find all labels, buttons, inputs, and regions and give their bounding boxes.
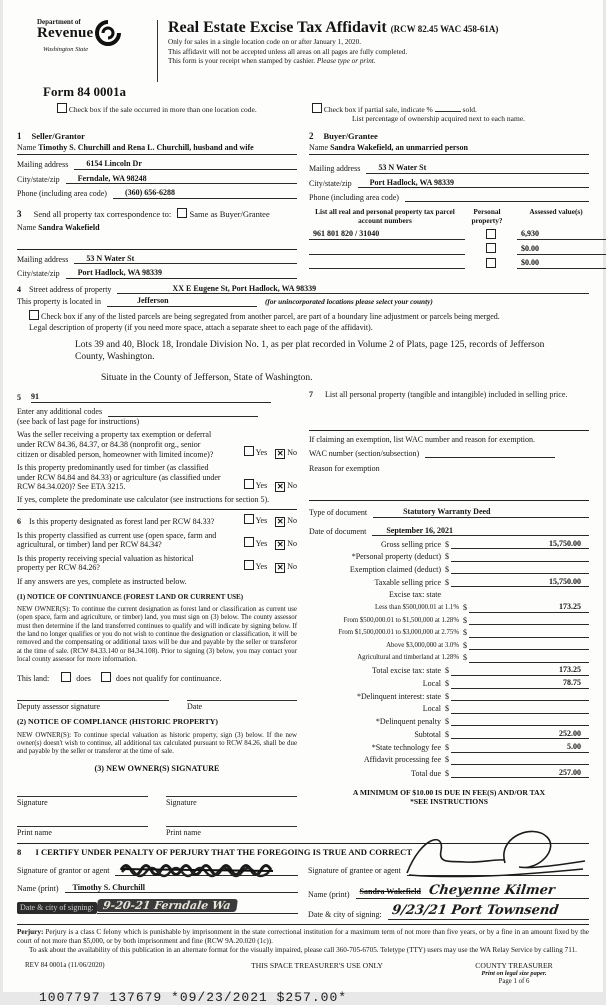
assessed-value-header: Assessed value(s) [529, 207, 583, 217]
notice2-text: NEW OWNER(S): To continue special valuation as historic property, sign (3) below. If the new owner(s) doesn't wish to continue, all additional tax calculated pursuant to RCW 84.26, shall be due and payable by the seller or transferor at the time of sale. [17, 731, 297, 756]
subtotal-row: Subtotal $ 252.00 [309, 729, 589, 740]
grantor-date-city-handwriting: 9-20-21 Ferndale Wa [96, 899, 237, 912]
same-as-buyer-checkbox[interactable] [177, 208, 187, 218]
personal-property-list-input[interactable] [309, 400, 589, 426]
taxable-selling-price-row: Taxable selling price $ 15,750.00 [309, 577, 589, 588]
question-current-use: Is this property classified as current use (open space, farm and agricultural, or timber) land per RCW 84.34? Yes ✕ No [17, 530, 297, 550]
rate5-input[interactable] [469, 653, 589, 663]
located-in-field[interactable]: This property is located in Jefferson (for unincorporated locations please select your county) [17, 296, 433, 307]
correspondence-mailing-field[interactable]: Mailing address 53 N Water St [17, 254, 297, 265]
this-land-row: This land: does does not qualify for continuance. [17, 674, 222, 684]
affidavit-page [3, 0, 603, 1005]
new-owner-signature-2[interactable]: Signature [166, 796, 297, 808]
date-of-document-field[interactable]: Date of document September 16, 2021 [309, 526, 589, 537]
revenue-logo [37, 18, 155, 82]
parcel-row [309, 229, 606, 241]
rev-number: REV 84 0001a (11/06/2020) [25, 960, 105, 969]
notice2-title: (2) NOTICE OF COMPLIANCE (HISTORIC PROPERTY) [17, 717, 218, 727]
delinquent-interest-input[interactable] [451, 691, 589, 701]
reason-exemption-label: Reason for exemption [309, 464, 380, 474]
historic-yes-checkbox[interactable] [244, 560, 254, 570]
seller-mailing-field[interactable]: Mailing address 6154 Lincoln Dr [17, 159, 297, 170]
rate2-input[interactable] [469, 615, 589, 625]
rate3-input[interactable] [469, 628, 589, 638]
timber-yes-checkbox[interactable] [244, 479, 254, 489]
buyer-name-value: Sandra Wakefield, an unmarried person [330, 143, 468, 153]
buyer-phone-field[interactable]: Phone (including area code) [309, 192, 589, 202]
local-row-1: Local $ 78.75 [309, 678, 589, 689]
grantee-name-printed: Sandra Wakefield [359, 886, 421, 896]
legal-description-label: Legal description of property (if you need more space, attach a separate sheet to each page of the affidavit). [29, 322, 373, 332]
form-number: Form 84 0001a [43, 84, 127, 99]
situate-line: Situate in the County of Jefferson, State of Washington. [101, 372, 313, 383]
grantee-print-name-field[interactable]: Name (print) Sandra Wakefield Cheyenne Kilmer [308, 883, 589, 900]
washington-state-label: Washington State [43, 46, 89, 53]
local-row-2: Local $ [309, 704, 589, 714]
location-code-field[interactable]: 5 91 [17, 392, 297, 403]
certify-heading: 8 I CERTIFY UNDER PENALTY OF PERJURY THAT THE FOREGOING IS TRUE AND CORRECT [17, 847, 413, 858]
new-owner-print-1[interactable]: Print name [17, 826, 148, 838]
exemption-claimed-row: Exemption claimed (deduct) $ [309, 564, 589, 574]
affidavit-processing-fee-row: Affidavit processing fee $ [309, 755, 589, 765]
see-back-note: (see back of last page for instructions) [17, 416, 140, 426]
seller-phone-field[interactable]: Phone (including area code) (360) 656-6288 [17, 188, 297, 199]
seller-city-field[interactable]: City/state/zip Ferndale, WA 98248 [17, 174, 297, 185]
does-qualify-checkbox[interactable] [61, 672, 71, 682]
rate4-input[interactable] [469, 640, 589, 650]
delinquent-penalty-row: *Delinquent penalty $ [309, 716, 589, 726]
delinquent-penalty-input[interactable] [451, 716, 589, 726]
reason-exemption-input[interactable] [309, 474, 589, 496]
assessed-value-input[interactable]: 6,930 [517, 229, 606, 240]
perjury-paragraph: Perjury: Perjury is a class C felony which is punishable by imprisonment in the state correctional institution for a maximum term of not more than five years, or by a fine in an amount fixed by the court of not more than $5,000, or by both imprisonment and fine (RCW 9A.20.020 (1c)). To ask about the availability of this publication in an alternate format for the visually impaired, please call 360-705-6705. Teletype (TTY) users may use the WA Relay Service by calling 711. [17, 924, 589, 955]
question-historic: Is this property receiving special valuation as historical property per RCW 84.26? Yes ✕ No [17, 553, 297, 573]
gross-selling-price-row: Gross selling price $ 15,750.00 [309, 539, 589, 550]
section1-heading: 1 Seller/Grantor [17, 130, 85, 141]
county-treasurer-label: COUNTY TREASURER Print on legal size paper. Page 1 of 6 [439, 961, 589, 986]
question-exemption: Was the seller receiving a property tax exemption or deferral under RCW 84.36, 84.37, or 84.38 (nonprofit org., senior citizen or disabled person, homeowner with limited income)? Yes ✕ No [17, 430, 297, 459]
grantor-date-city-field[interactable]: Date & city of signing: 9-20-21 Ferndale Wa [17, 899, 298, 913]
parcel-row [309, 258, 606, 270]
subtitle-3: This form is your receipt when stamped by cashier. Please type or print. [168, 57, 376, 66]
forest-yes-checkbox[interactable] [244, 514, 254, 524]
new-owner-print-2[interactable]: Print name [166, 826, 297, 838]
question-forest: 6 Is this property designated as forest land per RCW 84.33? Yes ✕ No [17, 515, 297, 527]
timber-no-checkbox[interactable]: ✕ [276, 482, 284, 492]
segregated-check [29, 310, 589, 322]
buyer-name-label: Name [309, 143, 329, 153]
taxable-selling-price-input[interactable]: 15,750.00 [451, 577, 589, 588]
processing-fee-input[interactable] [451, 755, 589, 765]
seller-name-value: Timothy S. Churchill and Rena L. Churchill, husband and wife [38, 143, 254, 153]
correspondence-city-field[interactable]: City/state/zip Port Hadlock, WA 98339 [17, 268, 297, 279]
technology-fee-input[interactable]: 5.00 [451, 742, 589, 753]
partial-sale-label: Check box if partial sale, indicate % [323, 104, 433, 114]
grantor-print-name-field[interactable]: Name (print) Timothy S. Churchill [17, 883, 298, 894]
section3-heading: 3 Send all property tax correspondence to: Same as Buyer/Grantee [17, 209, 270, 220]
grantee-date-city-field[interactable]: Date & city of signing: 9/23/21 Port Townsend [308, 903, 589, 920]
grantee-date-city-handwriting: 9/23/21 Port Townsend [390, 903, 560, 919]
notice1-text: NEW OWNER(S): To continue the current designation as forest land or classification as current use (open space, farm and agriculture, or timber) land, you must sign on (3) below. The county assessor must then determine if the land transferred continues to qualify and will indicate by signing below. If the land no longer qualifies or you do not wish to continue the designation or classification, it will be removed and the compensating or additional taxes will be due and payable by the seller or transferor at the time of sale. (RCW 84.33.140 or 84.34.108). Prior to signing (3) below, you may contact your local county assessor for more information. [17, 606, 297, 663]
subtotal-input[interactable]: 252.00 [451, 729, 589, 740]
state-technology-fee-row: *State technology fee $ 5.00 [309, 742, 589, 753]
buyer-city-field[interactable]: City/state/zip Port Hadlock, WA 98339 [309, 178, 589, 189]
same-as-buyer-label: Same as Buyer/Grantee [189, 209, 270, 220]
subtitle-2: This affidavit will not be accepted unless all areas on all pages are fully completed. [168, 47, 408, 56]
buyer-name-field[interactable] [309, 143, 589, 155]
seller-name-label: Name [17, 143, 37, 153]
parcel-number-header: List all real and personal property tax parcel account numbers [315, 207, 455, 225]
parcel-number-input[interactable] [309, 258, 465, 269]
county-note: (for unincorporated locations please select your county) [264, 297, 433, 307]
see-instructions-note: *SEE INSTRUCTIONS [410, 797, 488, 807]
rate-row-5: Agricultural and timberland at 1.28% $ [309, 653, 589, 663]
legal-description-text: Lots 39 and 40, Block 18, Irondale Division No. 1, as per plat recorded in Volume 2 of Plats, page 125, records of Jefferson County, Washington. [75, 340, 545, 362]
treasurer-space-label: THIS SPACE TREASURER'S USE ONLY [251, 960, 383, 970]
local2-input[interactable] [451, 704, 589, 714]
additional-codes-field[interactable]: Enter any additional codes [17, 407, 297, 417]
revenue-label: Revenue [37, 25, 94, 42]
partial-sale-percent-input[interactable] [435, 111, 461, 112]
current-use-yes-checkbox[interactable] [244, 537, 254, 547]
delinquent-interest-row: *Delinquent interest: state $ [309, 691, 589, 701]
deputy-assessor-signature-field[interactable]: Deputy assessor signature [17, 700, 169, 712]
form-title: Real Estate Excise Tax Affidavit (RCW 82.45 WAC 458-61A) [168, 19, 499, 36]
minimum-fee-note: A MINIMUM OF $10.00 IS DUE IN FEE(S) AND/OR TAX [352, 788, 546, 798]
personal-property-checkbox[interactable] [486, 229, 496, 239]
forest-no-checkbox[interactable]: ✕ [276, 516, 284, 526]
rate1-input[interactable]: 173.25 [469, 602, 589, 613]
ownership-percent-note: List percentage of ownership acquired next to each name. [352, 113, 526, 123]
street-address-field[interactable]: 4 Street address of property XX E Eugene St, Port Hadlock, WA 98339 [17, 284, 589, 295]
partial-sale-checkbox[interactable] [312, 103, 322, 113]
rate-row-1: Less than $500,000.01 at 1.1% $ 173.25 [309, 602, 589, 613]
personal-property-deduct-input[interactable] [451, 552, 589, 562]
page-number: Page 1 of 6 [498, 977, 530, 985]
revenue-swirl-icon [95, 20, 121, 46]
new-owners-signature-title: (3) NEW OWNER(S) SIGNATURE [94, 764, 220, 774]
assessed-value-input[interactable]: $0.00 [517, 244, 606, 255]
dept-of-label: Department of [37, 18, 81, 26]
question-timber: Is this property predominantly used for timber (as classified under RCW 84.84 and 84.33) or agriculture (as classified under RCW 84.34.020)? See ETA 3215. Yes ✕ No [17, 463, 297, 492]
calculator-note: If yes, complete the predominate use calculator (see instructions for section 5). [17, 495, 270, 505]
segregated-label: Check box if any of the listed parcels are being segregated from another parcel, are part of a boundary line adjustment or parcels being merged. [41, 311, 500, 321]
personal-property-checkbox[interactable] [486, 243, 496, 253]
print-size-note: Print on legal size paper. [481, 970, 547, 978]
grantor-signature [119, 860, 277, 878]
header-divider [157, 20, 158, 82]
subtitle-1: Only for sales in a single location code on or after January 1, 2020. [168, 38, 362, 47]
grantor-signature-field[interactable]: Signature of grantor or agent [17, 866, 298, 876]
perjury-title: Perjury: [17, 927, 44, 936]
accessibility-note: To ask about the availability of this publication in an alternate format for the visually impaired, please call 360-705-6705. Teletype (TTY) users may use the WA Relay Service by calling 711. [29, 946, 577, 955]
parcel-row [309, 243, 606, 255]
excise-tax-state-header: Excise tax: state [389, 589, 441, 599]
treasurer-stamp: 1007797 137679 *09/23/2021 $257.00* [39, 989, 348, 1005]
total-due-row: Total due $ 257.00 [309, 768, 589, 779]
personal-property-deduct-row: *Personal property (deduct) $ [309, 552, 589, 562]
parcel-number-input[interactable]: 961 801 820 / 31040 [309, 229, 465, 240]
header [17, 8, 589, 82]
notice1-title: (1) NOTICE OF CONTINUANCE (FOREST LAND OR CURRENT USE) [17, 592, 244, 601]
local1-input[interactable]: 78.75 [451, 678, 589, 689]
personal-property-checkbox[interactable] [486, 258, 496, 268]
buyer-mailing-field[interactable]: Mailing address 53 N Water St [309, 163, 589, 174]
grantee-signature-field[interactable]: Signature of grantee or agent [308, 866, 589, 876]
parcel-number-input[interactable] [309, 244, 465, 255]
rate-row-2: From $500,000.01 to $1,500,000 at 1.28% $ [309, 615, 589, 625]
total-excise-state-input[interactable]: 173.25 [451, 665, 589, 676]
correspondence-name-field[interactable]: Name Sandra Wakefield [17, 222, 100, 232]
grantee-name-handwriting: Cheyenne Kilmer [427, 882, 556, 898]
rate-row-4: Above $3,000,000 at 3.0% $ [309, 640, 589, 650]
gross-selling-price-input[interactable]: 15,750.00 [451, 539, 589, 550]
exemption-yes-checkbox[interactable] [244, 446, 254, 456]
section2-heading: 2 Buyer/Grantee [309, 130, 378, 141]
parcel-table-header [309, 208, 606, 226]
partial-sale-check [312, 103, 525, 123]
grantee-signature [401, 827, 591, 883]
personal-property-header: Personal property? [471, 207, 503, 225]
if-yes-note: If any answers are yes, complete as instructed below. [17, 577, 187, 587]
multi-location-check [57, 103, 312, 123]
rate-row-3: From $1,500,000.01 to $3,000,000 at 2.75% $ [309, 628, 589, 638]
total-excise-state-row: Total excise tax: state $ 173.25 [309, 665, 589, 676]
deputy-date-field[interactable]: Date [187, 700, 297, 712]
does-not-qualify-checkbox[interactable] [101, 672, 111, 682]
section7-heading: 7 List all personal property (tangible and intangible) included in selling price. [309, 390, 568, 400]
exemption-note: If claiming an exemption, list WAC number and reason for exemption. [309, 434, 536, 444]
partial-sale-sold-label: sold. [462, 104, 477, 114]
new-owner-signature-1[interactable]: Signature [17, 796, 148, 808]
multi-location-checkbox[interactable] [57, 103, 67, 113]
total-due-input[interactable]: 257.00 [451, 768, 589, 779]
historic-no-checkbox[interactable]: ✕ [276, 563, 284, 573]
wac-number-field[interactable]: WAC number (section/subsection) [309, 448, 589, 458]
multi-location-label: Check box if the sale occurred in more than one location code. [68, 104, 257, 114]
exemption-claimed-input[interactable] [451, 564, 589, 574]
exemption-no-checkbox[interactable]: ✕ [276, 449, 284, 459]
assessed-value-input[interactable]: $0.00 [517, 258, 606, 269]
type-of-document-field[interactable]: Type of document Statutory Warranty Deed [309, 507, 589, 518]
form-title-rcw: (RCW 82.45 WAC 458-61A) [390, 24, 499, 34]
current-use-no-checkbox[interactable]: ✕ [276, 539, 284, 549]
segregated-checkbox[interactable] [29, 310, 39, 320]
seller-name-field[interactable] [17, 143, 297, 155]
